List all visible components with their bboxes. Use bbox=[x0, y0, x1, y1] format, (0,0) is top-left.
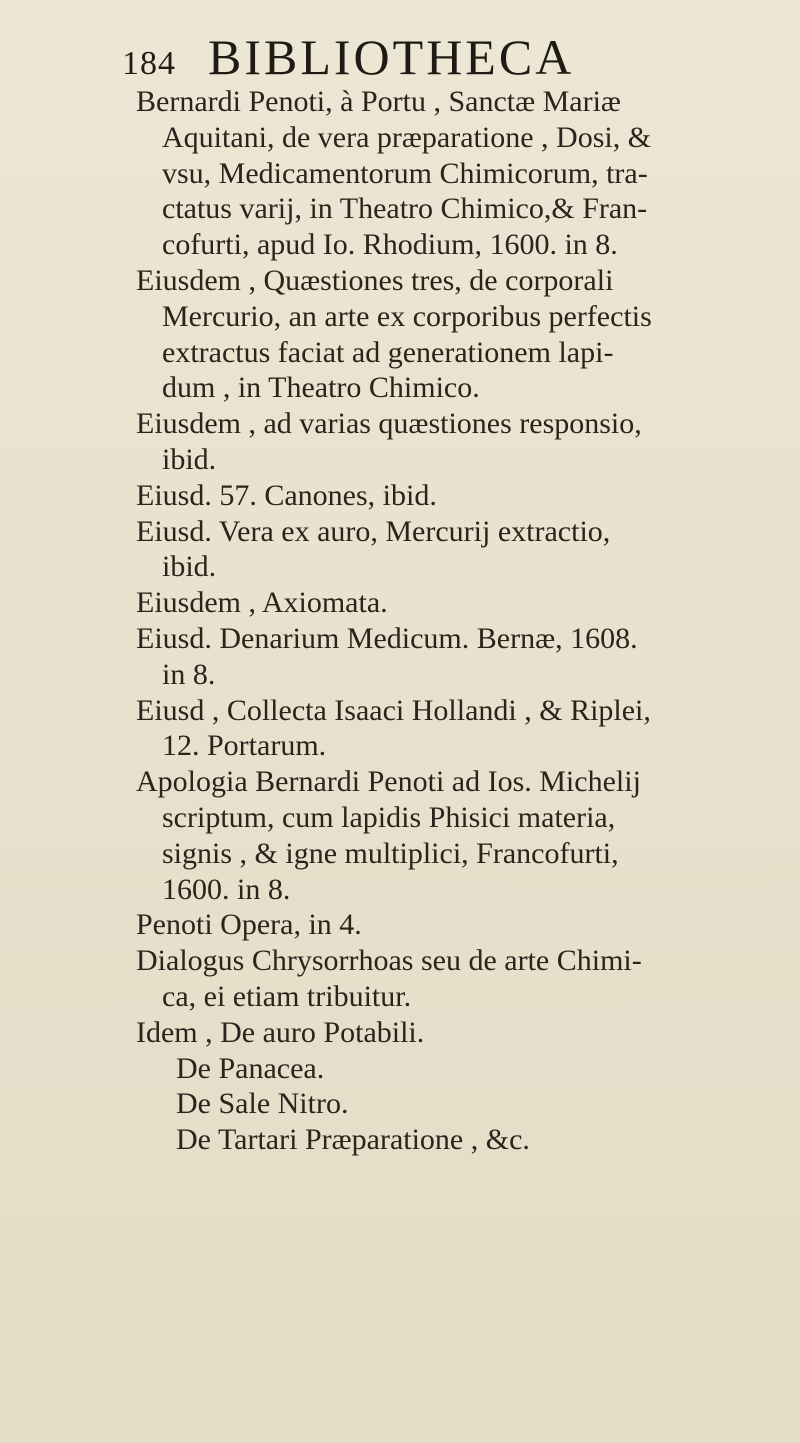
bibliography-entry bbox=[136, 84, 796, 263]
entry-continuation-line: ctatus varij, in Theatro Chimico,& Fran- bbox=[162, 192, 648, 226]
bibliography-entry bbox=[136, 621, 796, 693]
entry-first-line: Eiusdem , Axiomata. bbox=[136, 586, 388, 620]
entry-first-line: Eiusd. 57. Canones, ibid. bbox=[136, 478, 437, 512]
bibliography-subentry bbox=[136, 1086, 796, 1122]
bibliography-entry bbox=[136, 406, 796, 478]
bibliography-entry bbox=[136, 943, 796, 1015]
entry-continuation-line: in 8. bbox=[162, 657, 216, 691]
entry-first-line: Eiusd. Vera ex auro, Mercurij extractio, bbox=[136, 514, 611, 548]
bibliography-entry bbox=[136, 514, 796, 586]
entry-first-line: Bernardi Penoti, à Portu , Sanctæ Mariæ bbox=[136, 85, 621, 118]
bibliography-entry bbox=[136, 907, 796, 943]
bibliography-entry bbox=[136, 764, 796, 907]
entry-first-line: De Sale Nitro. bbox=[176, 1087, 349, 1121]
entry-continuation-line: extractus faciat ad generationem lapi- bbox=[162, 335, 614, 369]
entry-first-line: Eiusd , Collecta Isaaci Hollandi , & Riplei, bbox=[136, 693, 651, 727]
entry-first-line: Eiusdem , Quæstiones tres, de corporali bbox=[136, 263, 614, 297]
bibliography-entries bbox=[136, 84, 796, 1158]
entry-continuation-line: ibid. bbox=[162, 442, 217, 476]
running-title: BIBLIOTHECA bbox=[208, 29, 575, 85]
bibliography-subentry bbox=[136, 1122, 796, 1158]
entry-continuation-line: dum , in Theatro Chimico. bbox=[162, 371, 480, 405]
entry-continuation-line: scriptum, cum lapidis Phisici materia, bbox=[162, 800, 616, 834]
entry-first-line: Eiusdem , ad varias quæstiones responsio, bbox=[136, 407, 642, 441]
entry-continuation-line: 1600. in 8. bbox=[162, 872, 291, 906]
bibliography-entry bbox=[136, 263, 796, 406]
bibliography-entry bbox=[136, 1015, 796, 1051]
bibliography-entry bbox=[136, 478, 796, 514]
page-number: 184 bbox=[122, 45, 176, 82]
entry-continuation-line: signis , & igne multiplici, Francofurti, bbox=[162, 836, 619, 870]
entry-continuation-line: cofurti, apud Io. Rhodium, 1600. in 8. bbox=[162, 228, 618, 262]
entry-first-line: De Tartari Præparatione , &c. bbox=[176, 1123, 530, 1157]
entry-continuation-line: ca, ei etiam tribuitur. bbox=[162, 979, 412, 1013]
entry-first-line: De Panacea. bbox=[176, 1051, 325, 1085]
entry-continuation-line: Mercurio, an arte ex corporibus perfectis bbox=[162, 299, 652, 333]
entry-first-line: Idem , De auro Potabili. bbox=[136, 1015, 425, 1049]
bibliography-entry bbox=[136, 585, 796, 621]
bibliography-subentry bbox=[136, 1051, 796, 1087]
entry-first-line: Dialogus Chrysorrhoas seu de arte Chimi- bbox=[136, 944, 642, 978]
entry-continuation-line: vsu, Medicamentorum Chimicorum, tra- bbox=[162, 156, 648, 190]
bibliography-entry bbox=[136, 693, 796, 765]
entry-continuation-line: ibid. bbox=[162, 550, 217, 584]
entry-first-line: Eiusd. Denarium Medicum. Bernæ, 1608. bbox=[136, 621, 638, 655]
entry-first-line: Penoti Opera, in 4. bbox=[136, 908, 362, 942]
entry-continuation-line: 12. Portarum. bbox=[162, 729, 327, 763]
entry-continuation-line: Aquitani, de vera præparatione , Dosi, & bbox=[162, 120, 652, 154]
entry-first-line: Apologia Bernardi Penoti ad Ios. Michelij bbox=[136, 765, 641, 799]
